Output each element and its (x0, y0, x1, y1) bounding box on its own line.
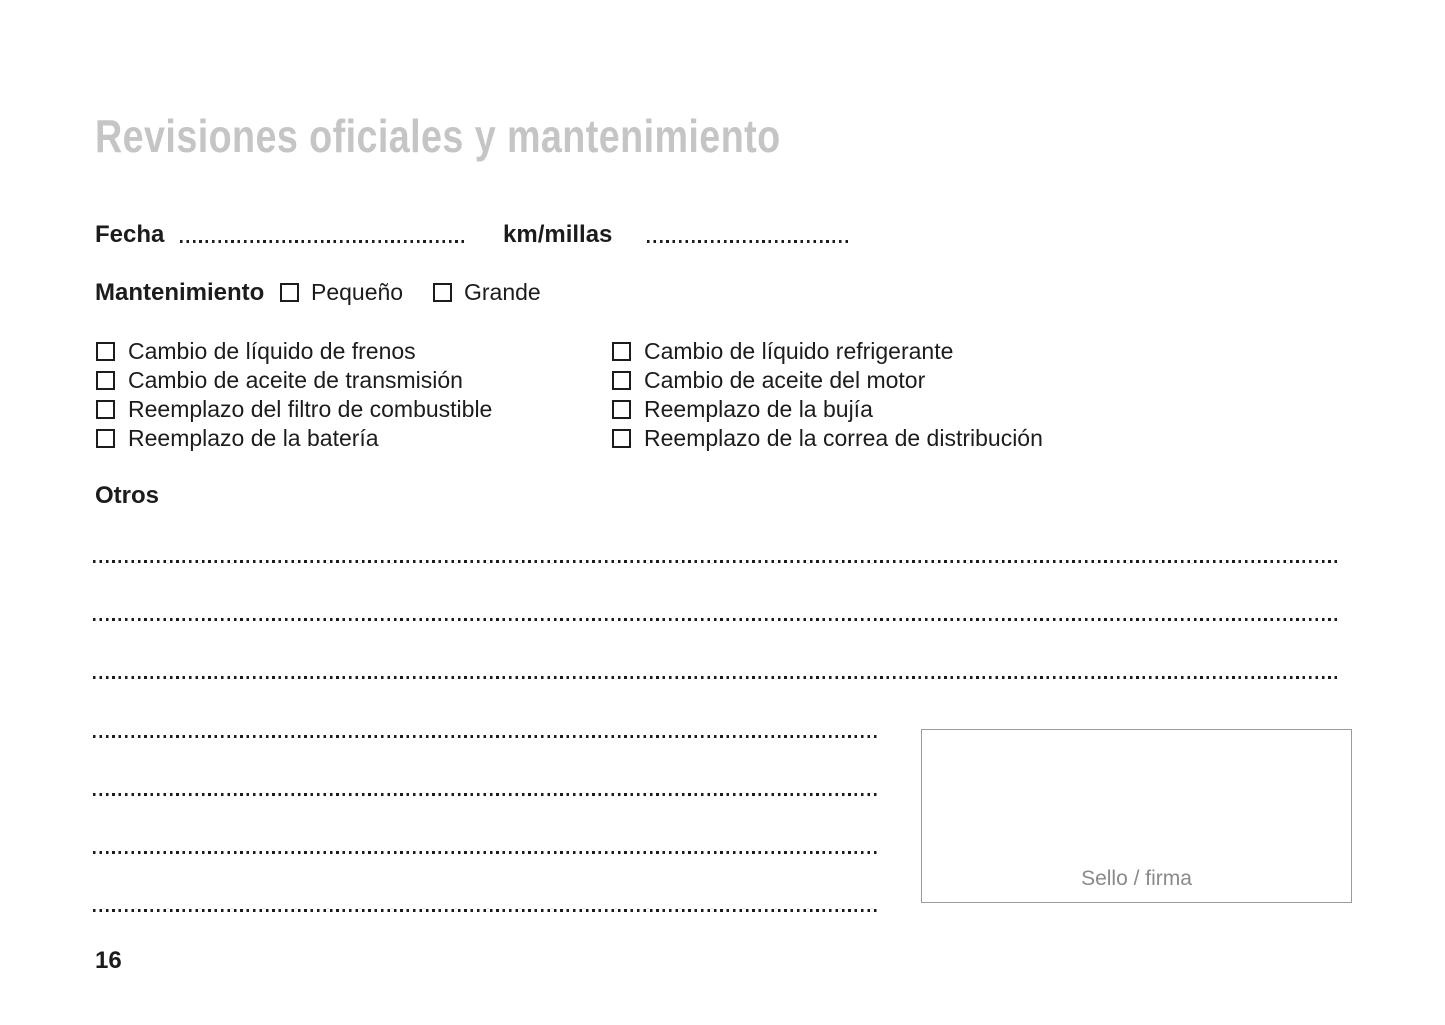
page-number: 16 (95, 947, 122, 974)
checklist-item-label: Cambio de líquido refrigerante (644, 338, 954, 364)
checklist-item-label: Cambio de líquido de frenos (128, 338, 416, 364)
checklist-item (96, 426, 379, 450)
checklist-item-label: Reemplazo de la bujía (644, 396, 873, 422)
mantenimiento-label: Mantenimiento (95, 279, 265, 306)
brake-fluid-checkbox[interactable] (96, 342, 115, 361)
otros-fill-in-line-3[interactable] (93, 676, 1340, 679)
checklist-item (96, 368, 463, 392)
checklist-item (96, 339, 416, 363)
pequeno-label: Pequeño (311, 279, 404, 305)
battery-checkbox[interactable] (96, 429, 115, 448)
checklist-item-label: Reemplazo del filtro de combustible (128, 396, 493, 422)
grande-checkbox[interactable] (433, 283, 452, 302)
fuel-filter-checkbox[interactable] (96, 400, 115, 419)
checklist-item-label: Cambio de aceite de transmisión (128, 367, 463, 393)
transmission-oil-checkbox[interactable] (96, 371, 115, 390)
coolant-checkbox[interactable] (612, 342, 631, 361)
checklist-item (96, 397, 492, 421)
otros-fill-in-line-7[interactable] (93, 909, 877, 912)
checklist-item-label: Reemplazo de la batería (128, 425, 379, 451)
timing-belt-checkbox[interactable] (612, 429, 631, 448)
checklist-item (612, 339, 953, 363)
maintenance-option-pequeno (280, 280, 403, 304)
km-millas-fill-in-line[interactable] (647, 240, 848, 243)
page-title: Revisiones oficiales y mantenimiento (95, 110, 781, 162)
fecha-label: Fecha (95, 221, 165, 248)
checklist-item (612, 368, 925, 392)
otros-fill-in-line-1[interactable] (93, 560, 1340, 563)
otros-fill-in-line-4[interactable] (93, 735, 877, 738)
checklist-item-label: Reemplazo de la correa de distribución (644, 425, 1043, 451)
checklist-item (612, 426, 1043, 450)
otros-label: Otros (95, 482, 160, 509)
stamp-signature-label: Sello / firma (1081, 867, 1192, 890)
fecha-fill-in-line[interactable] (180, 240, 465, 243)
otros-fill-in-line-6[interactable] (93, 851, 877, 854)
grande-label: Grande (464, 279, 541, 305)
checklist-item-label: Cambio de aceite del motor (644, 367, 926, 393)
pequeno-checkbox[interactable] (280, 283, 299, 302)
checklist-item (612, 397, 873, 421)
maintenance-option-grande (433, 280, 541, 304)
otros-fill-in-line-5[interactable] (93, 793, 877, 796)
otros-fill-in-line-2[interactable] (93, 618, 1340, 621)
stamp-signature-box[interactable] (921, 729, 1352, 903)
km-millas-label: km/millas (503, 221, 613, 248)
engine-oil-checkbox[interactable] (612, 371, 631, 390)
spark-plug-checkbox[interactable] (612, 400, 631, 419)
